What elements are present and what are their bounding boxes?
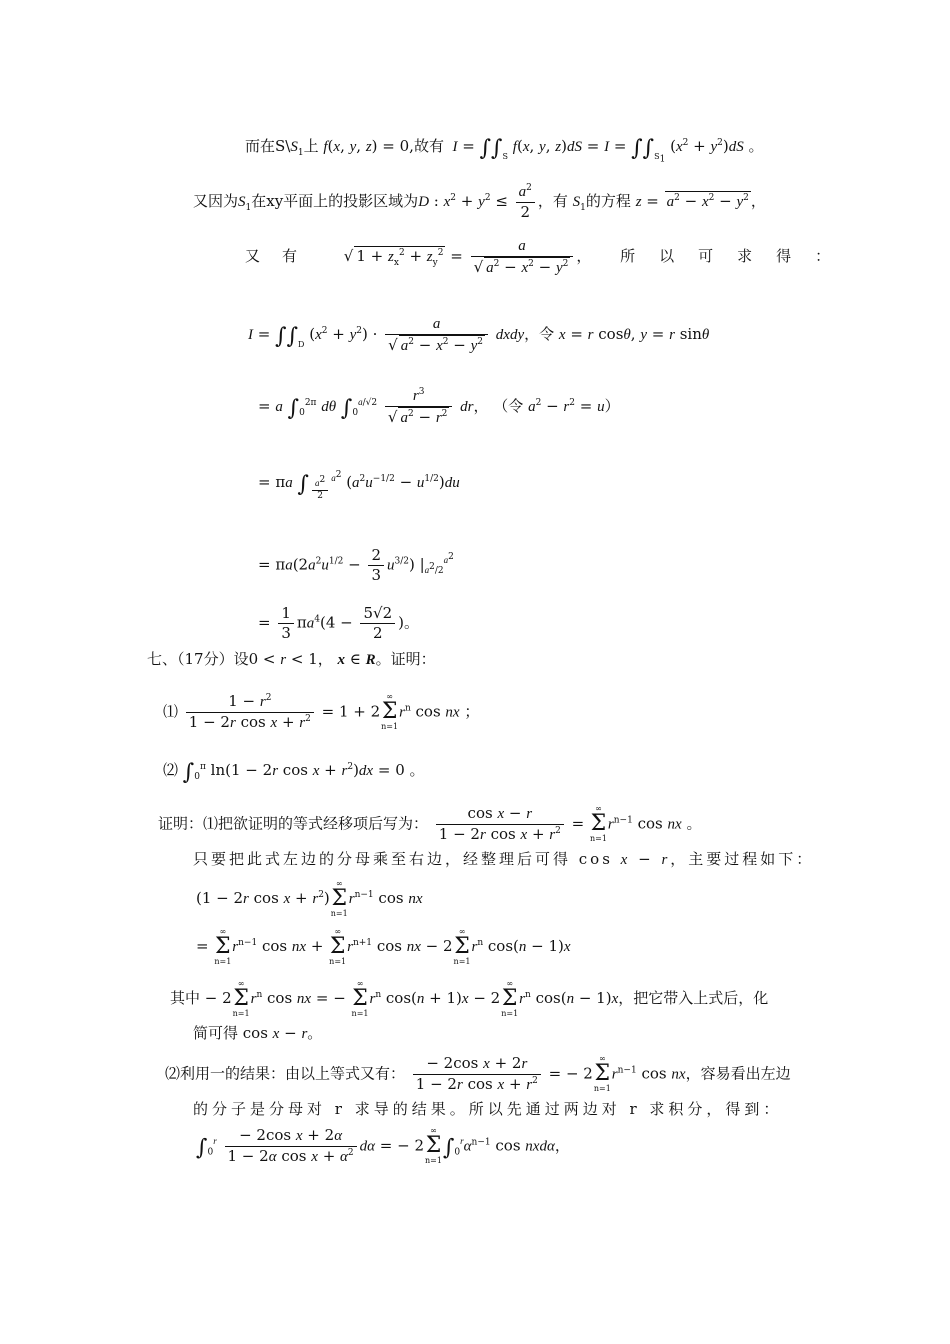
line-1-text: 而在$S\backslash S_1$上 f(x, y, z) = 0,故有 xyxy=(245,137,444,158)
line-4: $I = \int\int_D$ $(x^2 + y^2)$ · $\frac{a}{√ a^2 - x^2 - y^2}$ dxdy，令 x = r cosθ, y = r sinθ xyxy=(248,316,710,354)
line-2: 又因为$S_1$在xy平面上的投影区域为D : $x^2 + y^2$ ≤ $\frac{a^2}{2}$ ，有 $S_1$的方程 $z = a^2 - x^2 - y^2$ ， xyxy=(193,183,766,221)
question-7-title: 七、（17分）设0 < r < 1， x ∈ R。证明： xyxy=(147,650,436,668)
line-5: = a $\int_0^{2\pi}$ dθ $\int_0^{a/√2}$ $\frac{r^3}{√ a^2 - r^2}$ dr， （令 $a^2 - r^2 = u$） xyxy=(258,387,620,426)
line-7: = $\pi a(2a^2u^{1/2}$ − $\frac{2}{3}$ $u^{3/2}$) $|_{a^2/2}^{a^2}$ xyxy=(258,546,454,584)
proof-line-3: (1 − 2r $\cos x + r^2$) ∞ Σ n=1 $r^{n-1}$ cos nx xyxy=(196,879,423,918)
line-6: = πa ∫ $_{\frac{a^2}{2}}$ $^{a^2}$ $(a^2u^{-1/2} - u^{1/2})du$ xyxy=(258,470,460,501)
proof-line-2: 只要把此式左边的分母乘至右边，经整理后可得 cos x − r，主要过程如下： xyxy=(193,850,815,868)
proof-line-7: ⑵利用一的结果：由以上等式又有： $\frac{\text{− 2cos x + 2r}}{1 - 2r \cos x + r^2}$ = − 2 ∞ Σ n=1 $r^{n-1}$ cos nx，容易看出左边 xyxy=(165,1054,791,1094)
line-8: = $\frac{1}{3}$ $\pi a^4(4$ − $\frac{5√2}{2}$ )。 xyxy=(258,604,419,642)
line-1: 而在$S\backslash S_1$上 f(x, y, z) = 0,故有 $I = \int\int_S$ f(x, y, $z)dS = I = \int\int_{S_1}$ $(x^2 + y^2)dS$ 。 xyxy=(245,136,764,165)
proof-line-8: 的分子是分母对 r 求导的结果。所以先通过两边对 r 求积分，得到： xyxy=(193,1100,783,1118)
proof-line-9: $\int_0^r$ $\frac{\text{− 2cos x + 2α}}{1 - 2\alpha \cos x + \alpha^2}$ dα = − 2 ∞ Σ n=1 $\int_0^r\alpha^{n-1}$ cos nxdα， xyxy=(196,1126,570,1166)
question-7-part-1: ⑴ $\frac{1 - r^2}{1 - 2r \cos x + r^2}$ = 1 + 2 ∞ Σ n=1 $r^n$ cos nx ； xyxy=(163,692,480,732)
question-7-part-2: ⑵ $\int_0^\pi$ ln(1 − 2r $\cos x + r^2)dx = 0$ 。 xyxy=(163,760,425,785)
proof-line-6: 简可得 cos x − r。 xyxy=(193,1024,323,1042)
proof-line-4: = ∞ Σ n=1 $r^{n-1}$ cos nx + ∞ Σ n=1 $r^{n+1}$ cos nx − 2 ∞ Σ n=1 $r^n$ cos(n − 1)x xyxy=(196,927,571,966)
line-3: 又有 √ $1 + z_x^2 + z_y^2$ = $\frac{a}{√ a^2 - x^2 - y^2}$ ， 所以可求得： xyxy=(245,238,855,276)
line-1-math: I xyxy=(448,139,458,155)
proof-line-5: 其中 − 2 ∞ Σ n=1 $r^n$ cos nx = − ∞ Σ n=1 $r^n$ cos(n + 1)x − 2 ∞ Σ n=1 $r^n$ cos(n − 1)x，把它带入上式后，化 xyxy=(170,979,769,1018)
proof-line-1: 证明：⑴把欲证明的等式经移项后写为： $\frac{\text{cos x − r}}{1 - 2r \cos x + r^2}$ = ∞ Σ n=1 $r^{n-1}$ cos nx 。 xyxy=(158,804,702,844)
